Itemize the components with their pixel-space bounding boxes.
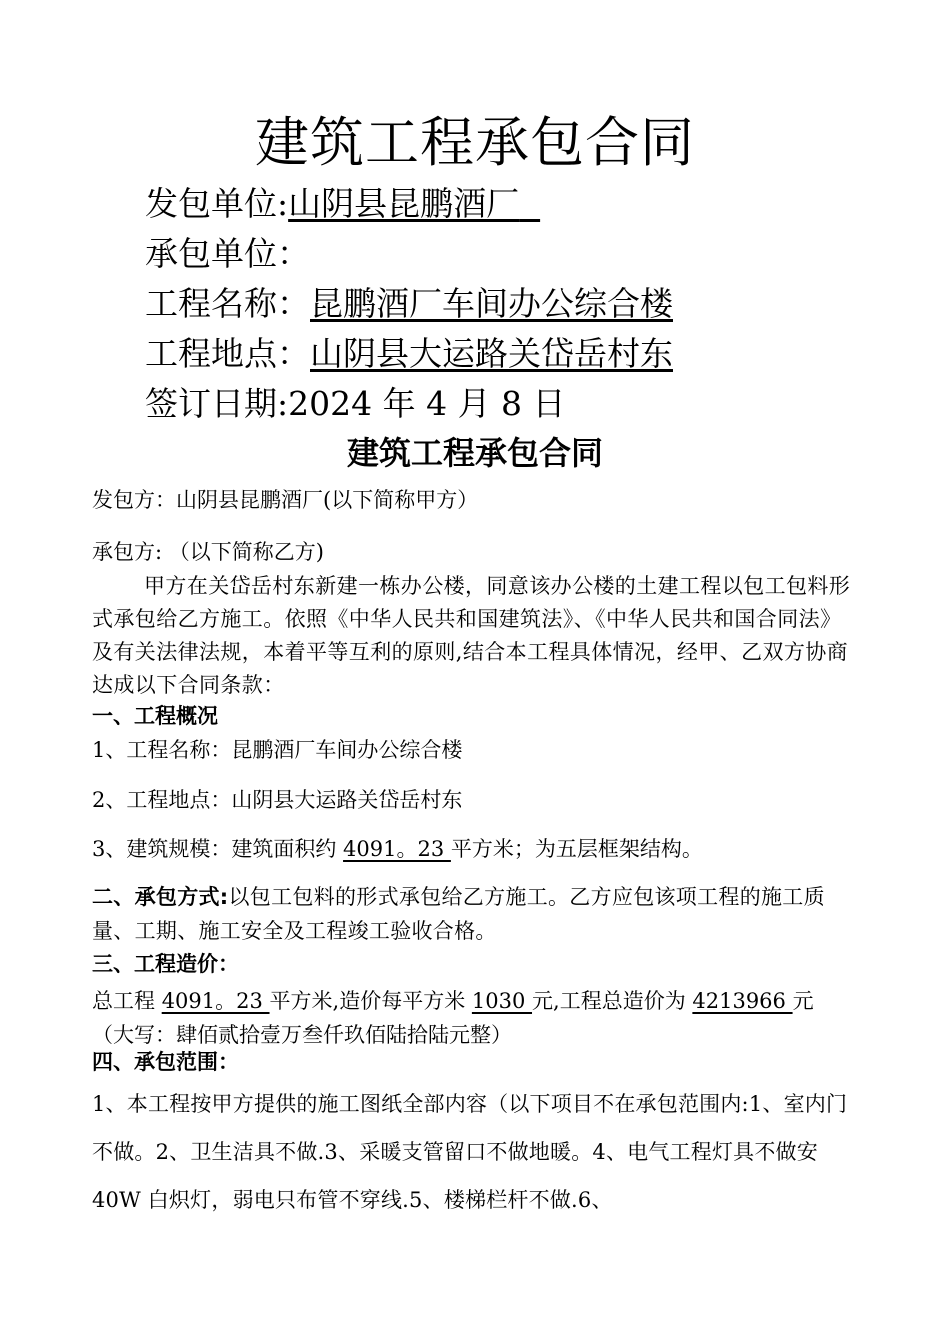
section-1-item-3 [92,833,703,863]
employer-label: 发包单位: [145,184,289,223]
price-text-1: 总工程 [92,989,162,1013]
section-4-heading: 四、承包范围： [92,1050,239,1074]
cover-title: 建筑工程承包合同 [255,111,695,174]
price-area: 4091。23 [161,989,270,1013]
project-site-value: 山阴县大运路关岱岳村东 [310,334,673,373]
price-text-2: 平方米,造价每平方米 [269,989,472,1013]
cover-project-name-line [145,278,673,325]
employer-value: 山阴县昆鹏酒厂 [288,184,520,223]
signing-value: 2024 年 4 月 8 日 [288,384,566,423]
cover-project-site-line [145,328,673,375]
section-3-heading: 三、工程造价： [92,952,239,976]
price-text-3: 元,工程总造价为 [532,989,693,1013]
item-3-area: 4091。23 [343,837,451,861]
cover-signing-date-line [145,378,566,425]
employer-underline-pad [519,184,540,223]
section-2-paragraph [92,880,858,948]
section-1-heading: 一、工程概况 [92,704,218,728]
party-b-line: 承包方: （以下简称乙方) [92,540,324,564]
section-2-heading: 二、承包方式: [92,885,229,909]
section-4-paragraph: 1、本工程按甲方提供的施工图纸全部内容（以下项目不在承包范围内:1、室内门不做。2、卫生洁具不做.3、采暖支管留口不做地暖。4、电气工程灯具不做安 40W 白炽灯，弱电只布管不穿线.5、楼梯栏杆不做.6、 [92,1092,848,1212]
project-name-label: 工程名称： [145,284,310,323]
party-a-line: 发包方：山阴县昆鹏酒厂(以下简称甲方） [92,488,479,512]
price-text-4: 元 [792,989,814,1013]
cover-employer-line [145,178,540,225]
section-3-price-line [92,985,814,1015]
intro-paragraph: 甲方在关岱岳村东新建一栋办公楼，同意该办公楼的土建工程以包工包料形式承包给乙方施工。依照《中华人民共和国建筑法》、《中华人民共和国合同法》及有关法律法规，本着平等互利的原则,结合本工程具体情况，经甲、乙双方协商达成以下合同条款： [92,574,851,697]
contractor-label: 承包单位： [145,234,310,273]
contract-title: 建筑工程承包合同 [346,434,603,472]
section-1-item-1: 1、工程名称：昆鹏酒厂车间办公综合楼 [92,738,463,762]
section-1-item-2: 2、工程地点：山阴县大运路关岱岳村东 [92,788,463,812]
project-name-value: 昆鹏酒厂车间办公综合楼 [310,284,673,323]
item-3-suffix: 平方米；为五层框架结构。 [450,837,703,861]
signing-label: 签订日期: [145,384,289,423]
section-2-body: 以包工包料的形式承包给乙方施工。乙方应包该项工程的施工质量、工期、施工安全及工程竣工验收合格。 [92,885,825,943]
project-site-label: 工程地点： [145,334,310,373]
price-unit: 1030 [471,989,533,1013]
section-3-capital-amount: （大写：肆佰贰拾壹万叁仟玖佰陆拾陆元整） [92,1023,512,1047]
cover-contractor-line [145,228,310,275]
item-3-prefix: 3、建筑规模：建筑面积约 [92,837,344,861]
price-total: 4213966 [692,989,793,1013]
